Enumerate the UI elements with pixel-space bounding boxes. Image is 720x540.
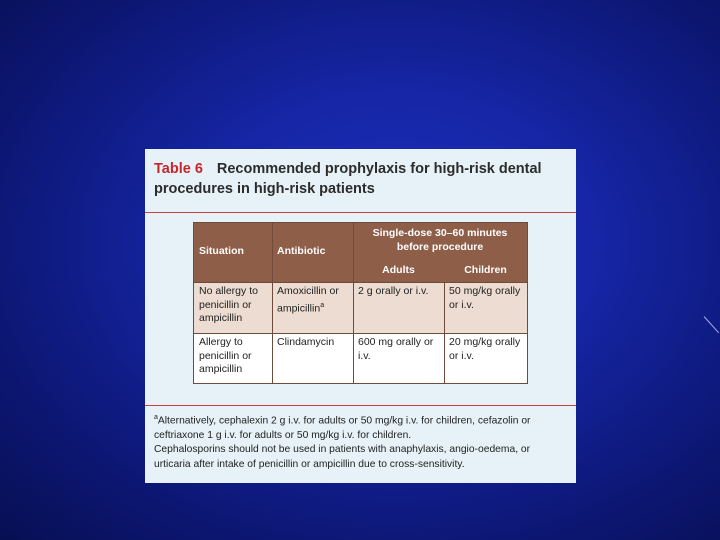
row2-situation: Allergy to penicillin or ampicillin	[194, 333, 272, 383]
row2-children: 20 mg/kg orally or i.v.	[444, 333, 527, 383]
bottom-rule	[145, 405, 576, 406]
grid-line	[353, 223, 354, 383]
header-adults: Adults	[353, 261, 444, 282]
table-panel	[145, 149, 576, 483]
footnote-a-text: Alternatively, cephalexin 2 g i.v. for adults or 50 mg/kg i.v. for children, cefazolin or ceftriaxone 1 g i.v. for adults or 50 mg/kg i.v. for children.	[154, 415, 531, 441]
row2-antibiotic: Clindamycin	[272, 333, 353, 383]
row1-antibiotic-text: Amoxicillin or ampicillin	[277, 285, 339, 314]
footnote-a-mark: a	[154, 414, 158, 421]
table-title: Recommended prophylaxis for high-risk dental procedures in high-risk patients	[154, 161, 542, 197]
row1-footnote-mark: a	[320, 301, 325, 309]
table-footnotes	[154, 411, 569, 472]
top-rule	[145, 212, 576, 213]
header-dose-group: Single-dose 30–60 minutes before procedure	[353, 223, 527, 261]
row1-adults: 2 g orally or i.v.	[353, 282, 444, 333]
row1-children: 50 mg/kg orally or i.v.	[444, 282, 527, 333]
row1-situation: No allergy to penicillin or ampicillin	[194, 282, 272, 333]
row1-antibiotic	[272, 282, 353, 333]
table-label: Table 6	[154, 161, 203, 177]
footnote-a	[154, 411, 569, 443]
footnote-b: Cephalosporins should not be used in patients with anaphylaxis, angio-oedema, or urticaria after intake of penicillin or ampicillin due to cross-sensitivity.	[154, 444, 531, 470]
row2-adults: 600 mg orally or i.v.	[353, 333, 444, 383]
grid-line	[272, 223, 273, 383]
grid-line	[194, 333, 527, 334]
header-situation: Situation	[194, 223, 272, 282]
grid-line	[194, 282, 527, 283]
header-children: Children	[444, 261, 527, 282]
slide-accent-line	[704, 316, 719, 333]
header-antibiotic: Antibiotic	[272, 223, 353, 282]
table-caption	[154, 159, 569, 199]
prophylaxis-table	[193, 222, 528, 384]
